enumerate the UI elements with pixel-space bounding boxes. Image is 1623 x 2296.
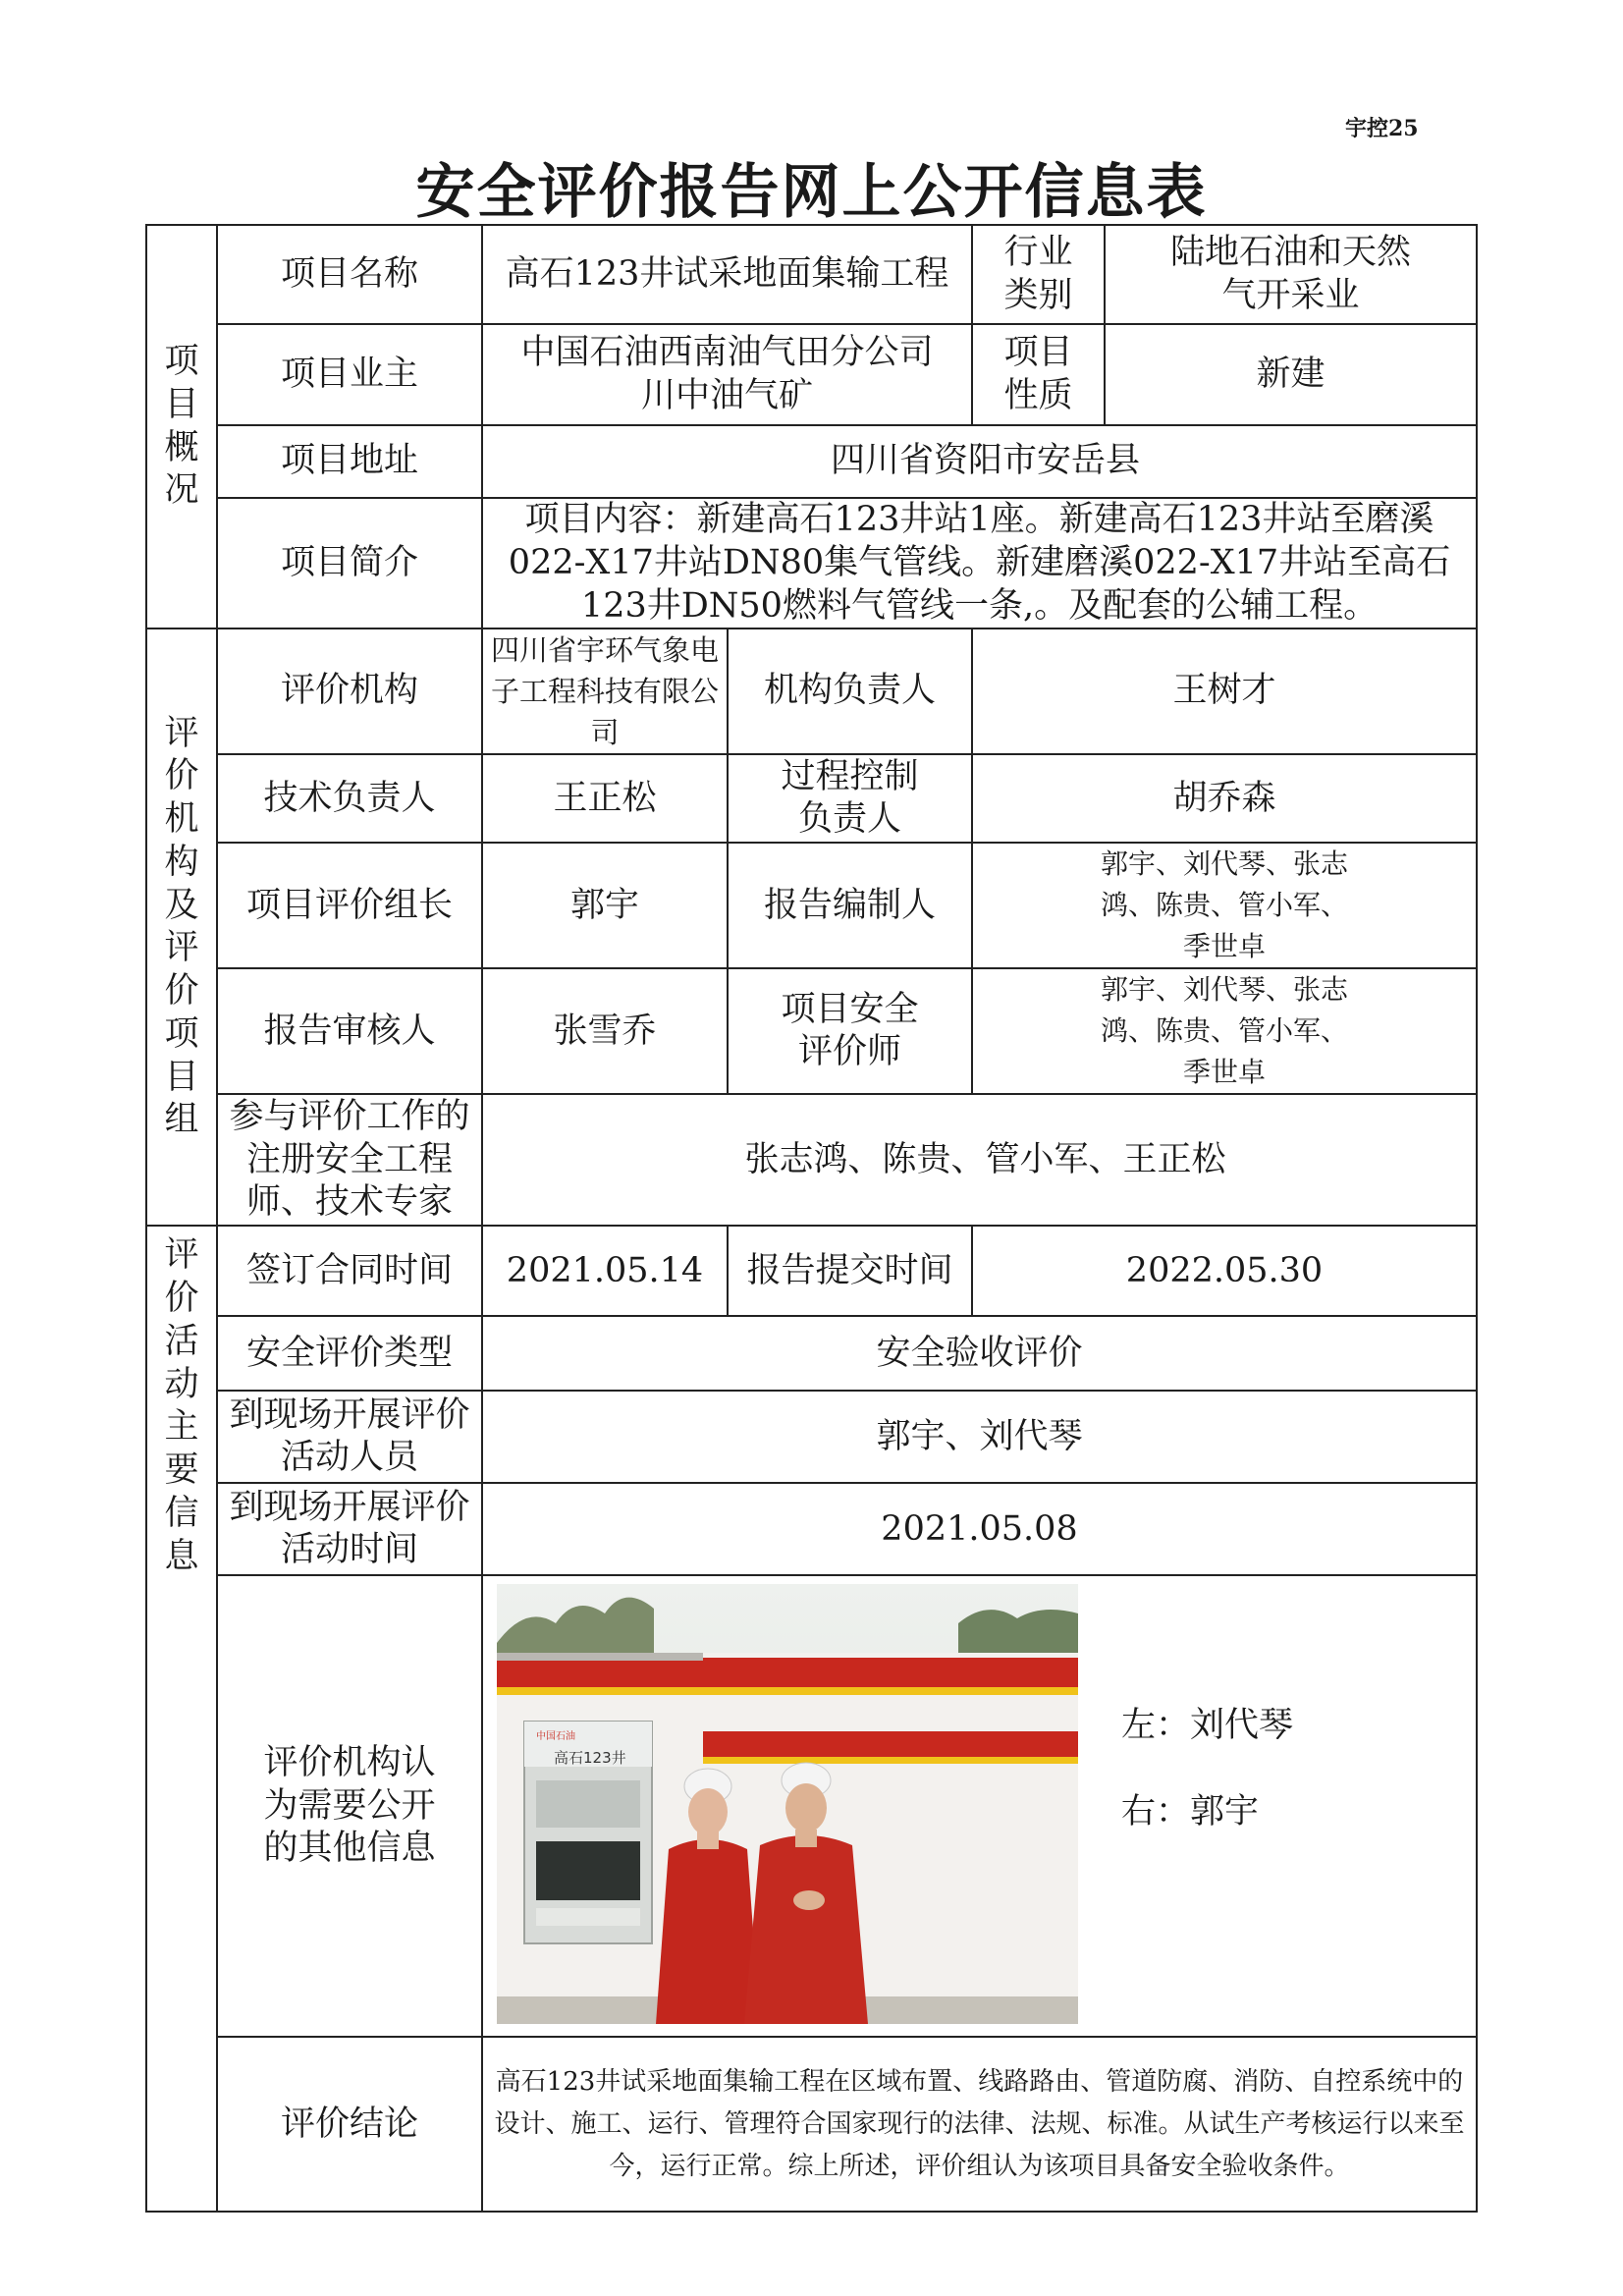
label-other-info: 评价机构认为需要公开的其他信息 (217, 1575, 482, 2037)
value-submit-date: 2022.05.30 (972, 1226, 1477, 1316)
label-agency-head: 机构负责人 (728, 629, 972, 754)
label-submit-date: 报告提交时间 (728, 1226, 972, 1316)
value-experts: 张志鸿、陈贵、管小军、王正松 (482, 1094, 1477, 1226)
value-industry: 陆地石油和天然气开采业 (1105, 225, 1477, 324)
value-onsite-time: 2021.05.08 (482, 1483, 1477, 1575)
value-reviewer: 张雪乔 (482, 968, 728, 1094)
label-assessment-type: 安全评价类型 (217, 1316, 482, 1391)
value-agency-head: 王树才 (972, 629, 1477, 754)
owner-line-2: 川中油气矿 (640, 375, 813, 415)
label-report-writer: 报告编制人 (728, 843, 972, 968)
label-experts: 参与评价工作的注册安全工程师、技术专家 (217, 1094, 482, 1226)
label-contract-date: 签订合同时间 (217, 1226, 482, 1316)
value-process-control: 胡乔森 (972, 754, 1477, 843)
value-tech-lead: 王正松 (482, 754, 728, 843)
label-project-name: 项目名称 (217, 225, 482, 324)
value-onsite-people: 郭宇、刘代琴 (482, 1391, 1477, 1483)
photo-captions (1121, 1682, 1293, 1855)
value-assessment-type: 安全验收评价 (482, 1316, 1477, 1391)
label-reviewer: 报告审核人 (217, 968, 482, 1094)
label-project-address: 项目地址 (217, 425, 482, 498)
value-other-info (482, 1575, 1477, 2037)
section-overview (146, 225, 217, 629)
caption-right: 右：郭宇 (1121, 1792, 1260, 1832)
value-project-address: 四川省资阳市安岳县 (482, 425, 1477, 498)
value-project-owner (482, 324, 972, 425)
label-project-owner: 项目业主 (217, 324, 482, 425)
sign-brand: 中国石油 (536, 1731, 575, 1743)
document-code: 宇控25 (1345, 116, 1419, 141)
label-process-control: 过程控制负责人 (728, 754, 972, 843)
value-project-nature: 新建 (1105, 324, 1477, 425)
value-project-name: 高石123井试采地面集输工程 (482, 225, 972, 324)
value-agency: 四川省宇环气象电子工程科技有限公司 (482, 629, 728, 754)
value-project-summary: 项目内容：新建高石123井站1座。新建高石123井站至磨溪022-X17井站DN80集气管线。新建磨溪022-X17井站至高石123井DN50燃料气管线一条,。及配套的公辅工程。 (482, 498, 1477, 629)
label-project-summary: 项目简介 (217, 498, 482, 629)
label-project-nature: 项目性质 (972, 324, 1105, 425)
label-conclusion: 评价结论 (217, 2037, 482, 2212)
owner-line-1: 中国石油西南油气田分公司 (520, 332, 934, 372)
value-contract-date: 2021.05.14 (482, 1226, 728, 1316)
label-safety-assessor: 项目安全评价师 (728, 968, 972, 1094)
page-title: 安全评价报告网上公开信息表 (415, 158, 1208, 227)
value-safety-assessor: 郭宇、刘代琴、张志鸿、陈贵、管小军、季世卓 (972, 968, 1477, 1094)
section-org (146, 629, 217, 1226)
section-activity-label: 评价活动主要信息 (164, 1235, 199, 1576)
section-overview-label: 项目概况 (164, 342, 199, 511)
site-photo-image (497, 1584, 1078, 2024)
caption-left: 左：刘代琴 (1121, 1706, 1294, 1746)
section-org-label: 评价机构及评价项目组 (164, 713, 199, 1140)
label-industry: 行业类别 (972, 225, 1105, 324)
value-conclusion: 高石123井试采地面集输工程在区域布置、线路路由、管道防腐、消防、自控系统中的设计、施工、运行、管理符合国家现行的法律、法规、标准。从试生产考核运行以来至今，运行正常。综上所述，评价组认为该项目具备安全验收条件。 (482, 2037, 1477, 2212)
label-tech-lead: 技术负责人 (217, 754, 482, 843)
site-photo (497, 1584, 1078, 2024)
value-team-leader: 郭宇 (482, 843, 728, 968)
value-report-writer: 郭宇、刘代琴、张志鸿、陈贵、管小军、季世卓 (972, 843, 1477, 968)
info-table (145, 224, 1478, 2213)
label-agency: 评价机构 (217, 629, 482, 754)
label-onsite-time: 到现场开展评价活动时间 (217, 1483, 482, 1575)
label-team-leader: 项目评价组长 (217, 843, 482, 968)
label-onsite-people: 到现场开展评价活动人员 (217, 1391, 482, 1483)
sign-title: 高石123井 (554, 1749, 626, 1768)
section-activity (146, 1226, 217, 2212)
